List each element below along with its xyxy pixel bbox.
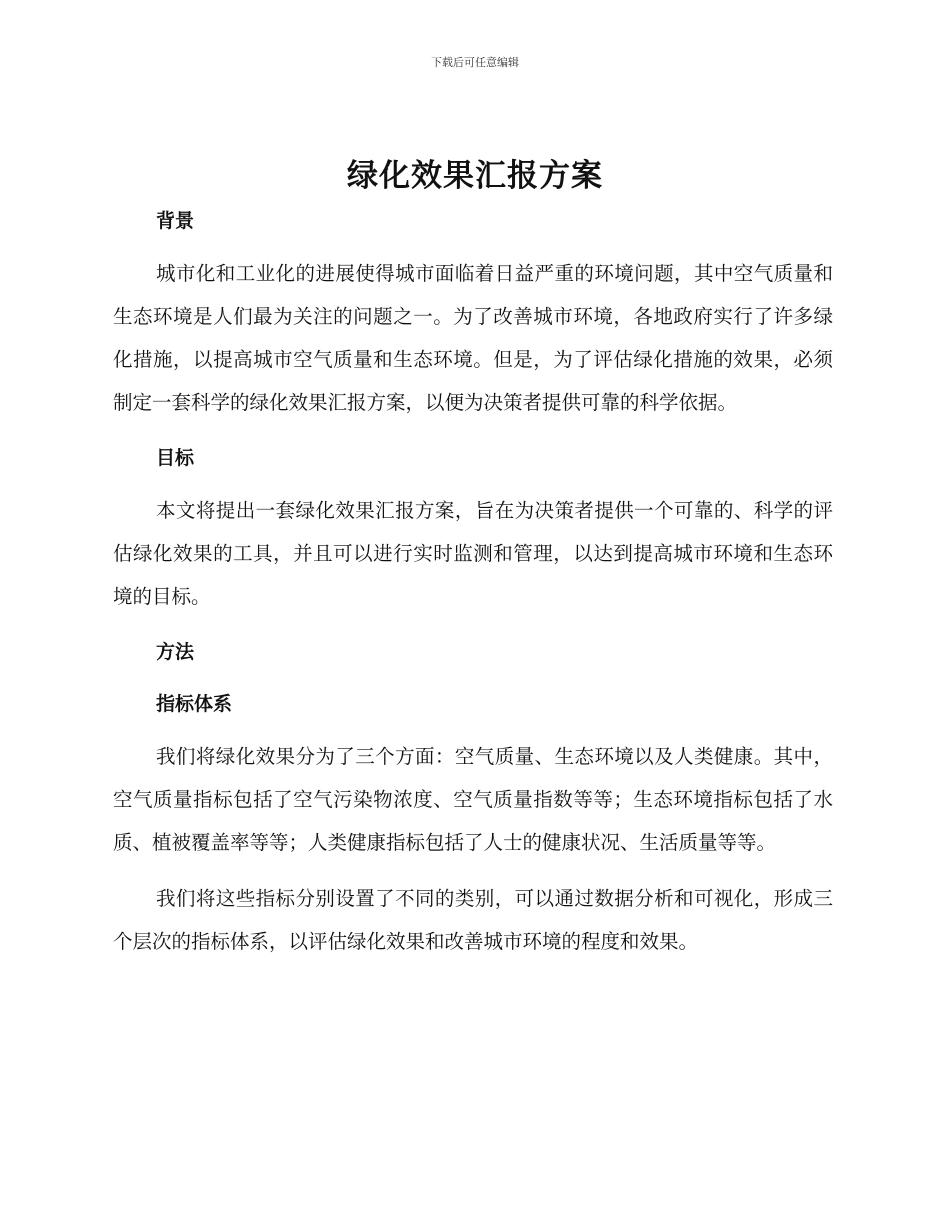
header-note: 下载后可任意编辑	[431, 56, 519, 69]
section-heading-indicator-system: 指标体系	[156, 693, 233, 715]
document-title: 绿化效果汇报方案	[347, 158, 603, 194]
goal-paragraph: 本文将提出一套绿化效果汇报方案，旨在为决策者提供一个可靠的、科学的评估绿化效果的工具，并且可以进行实时监测和管理，以达到提高城市环境和生态环境的目标。	[113, 499, 833, 608]
section-heading-background: 背景	[156, 210, 195, 232]
indicator-paragraph-2: 我们将这些指标分别设置了不同的类别，可以通过数据分析和可视化，形成三个层次的指标体系，以评估绿化效果和改善城市环境的程度和效果。	[113, 887, 833, 953]
background-paragraph: 城市化和工业化的进展使得城市面临着日益严重的环境问题，其中空气质量和生态环境是人们最为关注的问题之一。为了改善城市环境，各地政府实行了许多绿化措施，以提高城市空气质量和生态环境。但是，为了评估绿化措施的效果，必须制定一套科学的绿化效果汇报方案，以便为决策者提供可靠的科学依据。	[113, 262, 833, 414]
section-heading-method: 方法	[156, 641, 195, 663]
section-heading-goal: 目标	[156, 447, 195, 469]
indicator-paragraph-1: 我们将绿化效果分为了三个方面：空气质量、生态环境以及人类健康。其中，空气质量指标包括了空气污染物浓度、空气质量指数等等；生态环境指标包括了水质、植被覆盖率等等；人类健康指标包括了人士的健康状况、生活质量等等。	[113, 745, 833, 854]
document-body	[113, 200, 833, 963]
